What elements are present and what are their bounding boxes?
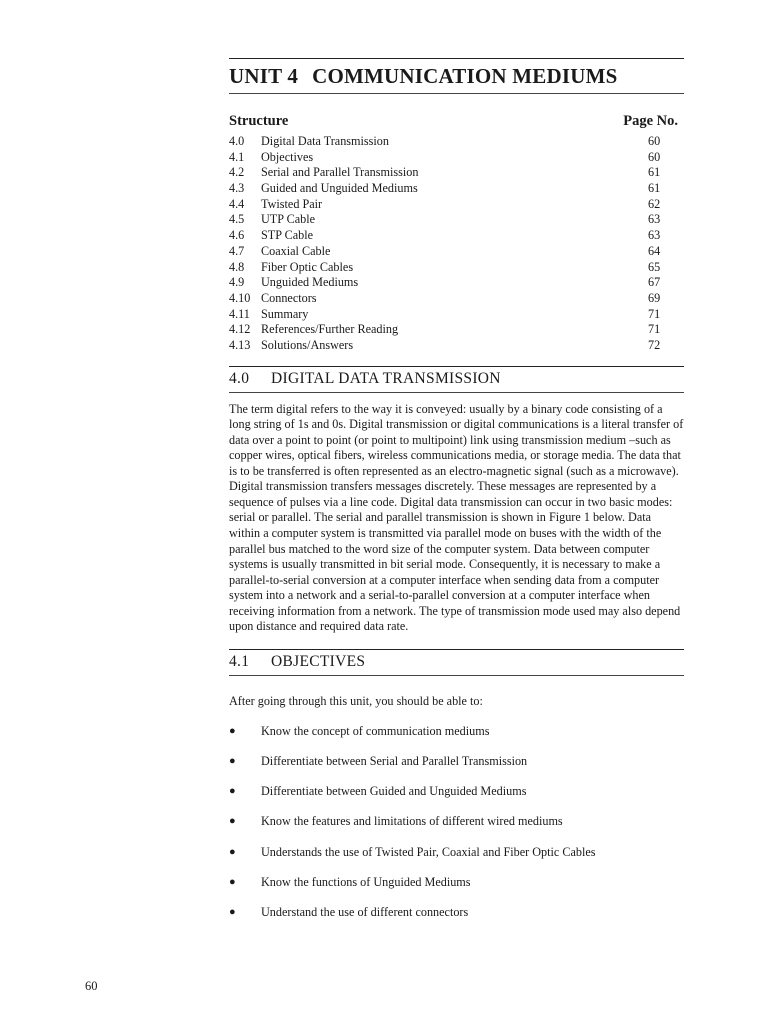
toc-row <box>229 275 684 291</box>
toc-number: 4.3 <box>229 181 245 196</box>
toc-title: Summary <box>261 306 309 321</box>
toc-title: STP Cable <box>261 228 314 243</box>
page-number: 60 <box>85 979 98 993</box>
section-title <box>229 650 684 675</box>
toc-page: 72 <box>648 337 661 352</box>
toc-page: 71 <box>648 306 661 321</box>
toc-title: Twisted Pair <box>261 196 323 211</box>
list-item <box>229 844 684 874</box>
list-item <box>229 723 684 753</box>
list-item-text: Understands the use of Twisted Pair, Coaxial and Fiber Optic Cables <box>261 844 596 859</box>
toc-page: 61 <box>648 181 661 196</box>
toc-row <box>229 322 684 338</box>
toc-page: 71 <box>648 322 661 337</box>
toc-title: Unguided Mediums <box>261 275 359 290</box>
list-item-text: Know the concept of communication mediums <box>261 723 490 738</box>
toc-row <box>229 291 684 307</box>
toc-title: UTP Cable <box>261 212 316 227</box>
toc-page: 62 <box>648 196 661 211</box>
unit-number: UNIT 4 <box>229 64 299 88</box>
toc-title: Coaxial Cable <box>261 243 331 258</box>
toc-number: 4.4 <box>229 196 245 211</box>
toc-row <box>229 260 684 276</box>
toc-row <box>229 197 684 213</box>
list-item <box>229 783 684 813</box>
list-item-text: Understand the use of different connectors <box>261 904 469 919</box>
section-rule-bottom <box>229 392 684 393</box>
toc-title: Fiber Optic Cables <box>261 259 354 274</box>
bullet-icon: ● <box>229 815 236 828</box>
table-of-contents <box>229 134 684 354</box>
bullet-icon: ● <box>229 845 236 858</box>
toc-row <box>229 181 684 197</box>
structure-heading: Structure <box>229 113 289 129</box>
section-4-1-heading <box>229 649 684 676</box>
section-title <box>229 367 684 392</box>
toc-title: Objectives <box>261 149 314 164</box>
unit-heading <box>229 59 684 93</box>
objectives-list <box>229 723 684 934</box>
list-item-text: Know the features and limitations of different wired mediums <box>261 814 563 829</box>
toc-page: 60 <box>648 134 661 148</box>
section-title-text: OBJECTIVES <box>271 652 366 670</box>
list-item-text: Know the functions of Unguided Mediums <box>261 874 471 889</box>
toc-number: 4.9 <box>229 275 245 290</box>
toc-number: 4.11 <box>229 306 250 321</box>
bullet-icon: ● <box>229 724 236 737</box>
list-item-text: Differentiate between Guided and Unguided Mediums <box>261 784 527 799</box>
toc-page: 65 <box>648 259 661 274</box>
toc-number: 4.1 <box>229 149 245 164</box>
structure-header <box>229 113 684 130</box>
toc-number: 4.6 <box>229 228 245 243</box>
toc-page: 61 <box>648 165 661 180</box>
list-item <box>229 904 684 934</box>
bullet-icon: ● <box>229 875 236 888</box>
document-page <box>229 58 684 934</box>
toc-number: 4.7 <box>229 243 245 258</box>
unit-title: COMMUNICATION MEDIUMS <box>312 64 618 88</box>
toc-row <box>229 150 684 166</box>
toc-title: References/Further Reading <box>261 322 399 337</box>
list-item <box>229 753 684 783</box>
toc-number: 4.13 <box>229 337 251 352</box>
toc-title: Connectors <box>261 290 317 305</box>
toc-number: 4.8 <box>229 259 245 274</box>
toc-page: 69 <box>648 290 661 305</box>
toc-number: 4.10 <box>229 290 251 305</box>
toc-row <box>229 228 684 244</box>
toc-row <box>229 165 684 181</box>
toc-row <box>229 134 684 150</box>
list-item-text: Differentiate between Serial and Parallel Transmission <box>261 754 528 769</box>
toc-row <box>229 212 684 228</box>
toc-page: 63 <box>648 212 661 227</box>
toc-page: 60 <box>648 149 661 164</box>
toc-page: 63 <box>648 228 661 243</box>
toc-number: 4.0 <box>229 134 245 148</box>
unit-rule <box>229 93 684 94</box>
objectives-intro: After going through this unit, you should be able to: <box>229 693 483 708</box>
list-item <box>229 874 684 904</box>
toc-row <box>229 307 684 323</box>
toc-row <box>229 338 684 354</box>
toc-title: Guided and Unguided Mediums <box>261 181 418 196</box>
toc-number: 4.2 <box>229 165 245 180</box>
bullet-icon: ● <box>229 905 236 918</box>
section-rule-bottom <box>229 675 684 676</box>
section-4-0-heading <box>229 366 684 393</box>
bullet-icon: ● <box>229 755 236 768</box>
section-title-text: DIGITAL DATA TRANSMISSION <box>271 369 501 387</box>
toc-number: 4.12 <box>229 322 251 337</box>
section-number: 4.0 <box>229 369 250 387</box>
toc-title: Digital Data Transmission <box>261 134 389 148</box>
list-item <box>229 813 684 843</box>
toc-row <box>229 244 684 260</box>
section-4-0-body: The term digital refers to the way it is conveyed: usually by a binary code consisting of a long string of 1s and 0s. Digital transmission or digital communications is a literal transfer of data over a point to point (or point to multipoint) link using transmission medium –such as copper wires, optical fibers, wireless communications media, or storage media. The data that is to be transferred is often represented as an electro-magnetic signal (such as a microwave). Digital transmission transfers messages discretely. These messages are represented by a sequence of pulses via a line code. Digital data transmission can occur in two basic modes: serial or parallel. The serial and parallel transmission is shown in Figure 1 below. Data within a computer system is transmitted via parallel mode on buses with the width of the parallel bus matched to the word size of the computer system. Data between computer systems is usually transmitted in bit serial mode. Consequently, it is necessary to make a parallel-to-serial conversion at a computer interface when sending data from a computer system into a network and a serial-to-parallel conversion at a computer interface when receiving information from a network. The type of transmission mode used may also depend upon distance and required data rate. <box>229 401 684 634</box>
toc-title: Serial and Parallel Transmission <box>261 165 419 180</box>
page-no-heading: Page No. <box>623 113 678 129</box>
section-number: 4.1 <box>229 652 250 670</box>
toc-page: 64 <box>648 243 661 258</box>
toc-title: Solutions/Answers <box>261 337 354 352</box>
toc-page: 67 <box>648 275 661 290</box>
bullet-icon: ● <box>229 785 236 798</box>
toc-number: 4.5 <box>229 212 245 227</box>
